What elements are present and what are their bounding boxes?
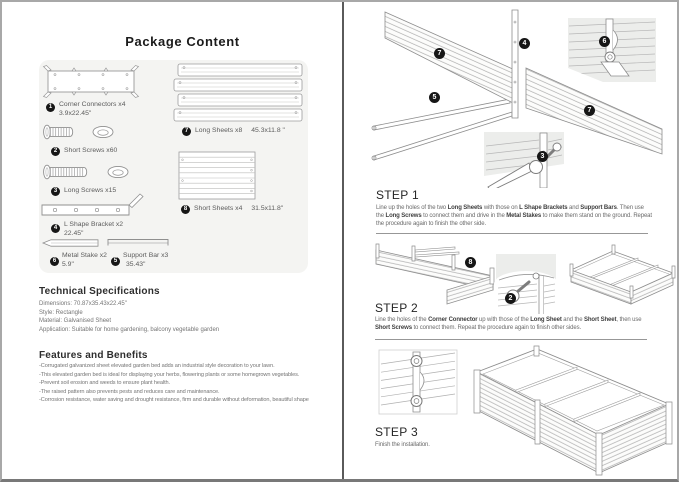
tech-specs-heading: Technical Specifications [39,286,160,297]
finished-bed [474,346,672,475]
package-item-short-screws [64,146,117,155]
item-label: Short Sheets x4 [194,205,243,212]
package-item-support-bar [123,251,168,269]
item-number-badge: 2 [51,147,60,156]
package-item-l-shape-bracket [64,220,123,238]
part-number-badge-corner-connector: 4 [519,38,530,49]
item-number-badge: 8 [181,205,190,214]
step2-instructions: Line the holes of the Corner Connector up with those of the Long Sheet and the Short Sheet, then use Short Screws to connect them. Repeat the procedure again to finish other sides. [375,317,642,332]
step3-title: STEP 3 [375,425,418,439]
item-number-badge: 6 [50,257,59,266]
feature-bullet: -The raised pattern also prevents pests and reduces care and maintenance. [39,388,220,395]
metal-stake-inset [568,18,656,82]
package-item-corner-connectors [59,100,126,118]
tech-spec-line: Application: Suitable for home gardening, balcony vegetable garden [39,326,220,333]
long-sheets-drawing [172,62,308,126]
part-number-badge-support-bar: 5 [429,92,440,103]
step3-diagram [343,344,679,482]
item-number-badge: 4 [51,224,60,233]
tech-specs-lines [39,300,219,334]
feature-bullet: -This elevated garden bed is ideal for displaying your herbs, flowering plants or some homegrown vegetables. [39,371,300,378]
item-number-badge: 7 [182,127,191,136]
item-label: Metal Stake x2 [62,252,107,259]
item-number-badge: 5 [111,257,120,266]
item-label: Support Bar x3 [123,252,169,259]
item-size: 45.3x11.8 " [251,127,285,134]
metal-stake-drawing [41,237,101,249]
package-item-long-screws [64,186,116,195]
part-number-badge-long-screw: 3 [537,151,548,162]
package-item-metal-stake [62,251,107,269]
item-label: Short Screws x60 [64,147,118,154]
tech-spec-line: Dimensions: 70.87x35.43x22.45" [39,301,127,307]
package-item-long-sheets [195,126,285,135]
feature-bullet: -Prevent soil erosion and weeds to ensure plant health. [39,380,171,387]
features-list [39,362,309,405]
package-item-short-sheets [194,204,283,213]
feature-bullet: -Corrugated galvanized sheet elevated garden bed adds an industrial style decoration to your lawn. [39,363,275,369]
step3-instructions: Finish the installation. [375,442,430,448]
package-content-panel [39,60,308,273]
part-number-badge-short-screw: 2 [505,293,516,304]
item-label: Long Screws x15 [64,187,117,194]
part-number-badge-metal-stake: 6 [599,36,610,47]
long-screw-inset [484,132,564,188]
feature-bullet: -Corrosion resistance, water saving and drought resistance, firm and durable without deformation, beautiful shape [39,397,309,404]
step1-diagram [343,2,679,188]
short-sheets-drawing [176,150,260,204]
item-size: 3.9x22.45" [59,110,92,117]
tech-spec-line: Material: Galvanised Sheet [39,318,112,325]
section-divider [376,233,648,234]
long-screws-drawing [40,160,150,184]
item-label: L Shape Bracket x2 [64,221,124,228]
l-shape-bracket-drawing [39,192,151,222]
step1-title: STEP 1 [376,188,419,202]
part-number-badge-short-sheet: 8 [465,257,476,268]
section-divider [375,339,647,340]
item-size: 22.45" [64,230,84,237]
item-size: 35.43" [126,261,146,268]
item-size: 31.5x11.8" [251,205,284,212]
item-label: Long Sheets x8 [195,127,243,134]
item-label: Corner Connectors x4 [59,101,126,108]
item-number-badge: 1 [46,103,55,112]
step2-title: STEP 2 [375,301,418,315]
features-heading: Features and Benefits [39,350,148,361]
part-number-badge-long-sheet: 7 [584,105,595,116]
finished-joint-inset [379,350,457,414]
short-screws-drawing [40,120,140,144]
corner-connector-inset [494,254,558,314]
item-size: 5.9" [62,261,74,268]
item-number-badge: 3 [51,187,60,196]
corner-connectors-drawing [42,64,142,100]
step1-instructions: Line up the holes of the two Long Sheets with those on L Shape Brackets and Support Bars. Then use the Long Screws to connect them and drive in the Metal Stakes to make them stand on the ground. Repeat the procedure again to finish the other side. [376,205,652,228]
tech-spec-line: Style: Rectangle [39,309,83,316]
part-number-badge-long-sheet: 7 [434,48,445,59]
page-title: Package Content [125,34,240,49]
